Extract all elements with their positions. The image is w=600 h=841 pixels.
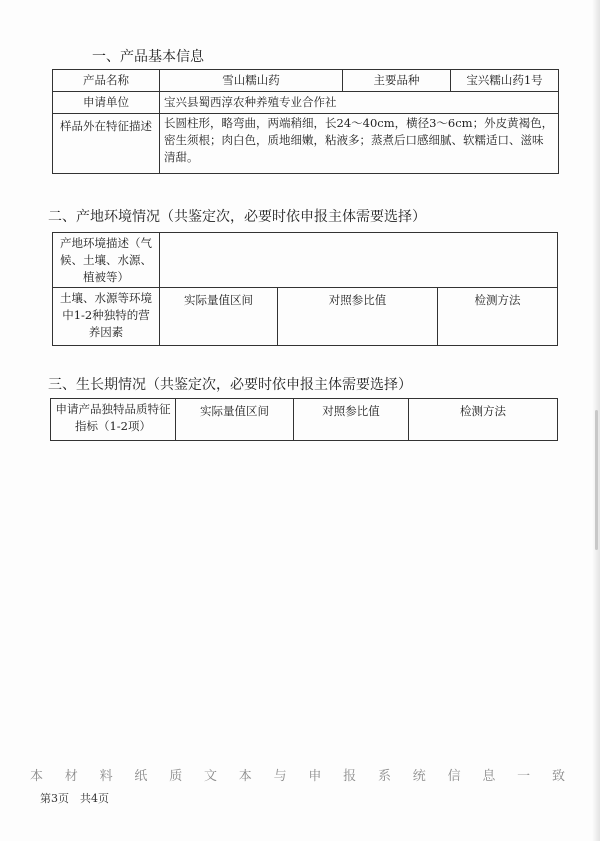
section2-heading: 二、产地环境情况（共鉴定次，必要时依申报主体需要选择）: [48, 209, 426, 225]
quality-indicator-label: 申请产品独特品质特征指标（1-2项）: [51, 399, 176, 441]
statement-char: 材: [64, 769, 78, 784]
statement-char: 信: [447, 769, 461, 784]
environment-table: [52, 232, 558, 346]
sample-feature-value: 长圆柱形，略弯曲，两端稍细，长24～40cm，横径3～6cm；外皮黄褐色，密生须根；肉白色，质地细嫩，粘液多；蒸煮后口感细腻、软糯适口、滋味清甜。: [160, 114, 559, 174]
statement-char: 系: [377, 769, 391, 784]
basic-info-table: [52, 69, 559, 174]
test-method-header: 检测方法: [409, 399, 558, 441]
product-name-label: 产品名称: [53, 70, 160, 92]
statement-char: 料: [99, 769, 113, 784]
statement-char: 本: [30, 769, 44, 784]
page-number: 第3页 共4页: [40, 792, 109, 805]
test-method-header: 检测方法: [438, 288, 558, 346]
nutrition-factor-label: 土壤、水源等环境中1-2种独特的营养因素: [53, 288, 160, 346]
section1-heading: 一、产品基本信息: [92, 49, 204, 65]
reference-value-header: 对照参比值: [278, 288, 438, 346]
statement-char: 统: [412, 769, 426, 784]
statement-char: 纸: [134, 769, 148, 784]
statement-char: 与: [273, 769, 287, 784]
statement-char: 息: [482, 769, 496, 784]
consistency-statement: [30, 765, 565, 784]
statement-char: 本: [238, 769, 252, 784]
environment-description-label: 产地环境描述（气候、土壤、水源、植被等）: [53, 233, 160, 288]
environment-description-value: [160, 233, 558, 288]
product-name-value: 雪山糯山药: [160, 70, 343, 92]
reference-value-header: 对照参比值: [294, 399, 409, 441]
growth-period-table: [50, 398, 558, 441]
applicant-label: 申请单位: [53, 92, 160, 114]
statement-char: 一: [517, 769, 531, 784]
section3-heading: 三、生长期情况（共鉴定次，必要时依申报主体需要选择）: [48, 377, 412, 393]
main-variety-label: 主要品种: [343, 70, 451, 92]
statement-char: 质: [169, 769, 183, 784]
sample-feature-label: 样品外在特征描述: [53, 114, 160, 174]
actual-range-header: 实际量值区间: [160, 288, 278, 346]
statement-char: 申: [308, 769, 322, 784]
scrollbar[interactable]: [595, 410, 598, 550]
statement-char: 致: [551, 769, 565, 784]
actual-range-header: 实际量值区间: [176, 399, 294, 441]
statement-char: 文: [203, 769, 217, 784]
applicant-value: 宝兴县蜀西淳农种养殖专业合作社: [160, 92, 559, 114]
statement-char: 报: [343, 769, 357, 784]
main-variety-value: 宝兴糯山药1号: [451, 70, 559, 92]
